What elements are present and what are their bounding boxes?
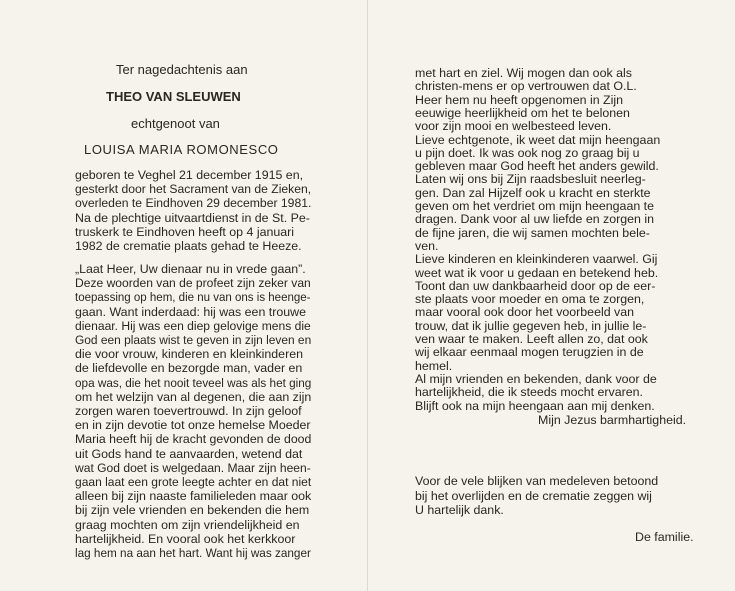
closing-prayer: Mijn Jezus barmhartigheid. (538, 413, 687, 427)
text-line: christen-mens er op vertrouwen dat O.L. (415, 79, 637, 94)
text-line: U hartelijk dank. (415, 503, 504, 517)
deceased-name: THEO VAN SLEUWEN (106, 89, 241, 104)
family-signature: De familie. (635, 530, 694, 544)
text-line: voor zijn mooi en welbesteed leven. (415, 119, 612, 134)
text-line: Voor de vele blijken van medeleven betoond (415, 474, 659, 488)
text-line: wat God doet is welgedaan. Maar zijn heen- (75, 460, 311, 475)
text-line: geboren te Veghel 21 december 1915 en, (75, 168, 304, 182)
text-line: truskerk te Eindhoven heeft op 4 januari (75, 224, 295, 239)
text-line: eeuwige heerlijkheid om het te belonen (415, 105, 630, 120)
text-line: bij het overlijden en de crematie zeggen wij (415, 488, 652, 503)
text-line: bij zijn vele vrienden en bekenden die hem (75, 503, 310, 518)
text-line: trouw, dat ik jullie gegeven heb, in jullie le- (415, 318, 647, 333)
text-line: gesterkt door het Sacrament van de Zieken, (75, 182, 312, 197)
text-line: alleen bij zijn naaste familieleden maar ook (75, 489, 312, 504)
text-line: hartelijkheid. En vooral ook het kerkkoor (75, 531, 296, 546)
text-line: Deze woorden van de profeet zijn zeker van (75, 276, 311, 291)
text-line: die voor vrouw, kinderen en kleinkinderen (75, 347, 303, 362)
text-line: de fijne jaren, die wij samen mochten bele- (415, 225, 650, 240)
dedication-heading: Ter nagedachtenis aan (116, 62, 248, 77)
text-line: zorgen waren toevertrouwd. In zijn geloof (75, 404, 302, 418)
text-line: u pijn doet. Ik was ook nog zo graag bij u (415, 145, 640, 160)
text-line: om het welzijn van al degenen, die aan zijn (75, 389, 312, 404)
text-line: uit Gods hand te aanvaarden, wetend dat (75, 446, 303, 461)
text-line: ven waar te maken. Leeft allen zo, dat ook (415, 332, 648, 346)
text-line: opa was, die het nooit teveel was als het ging (75, 375, 312, 390)
text-line: hartelijkheid, die ik steeds mocht ervaren. (415, 385, 643, 400)
text-line: God een plaats wist te geven in zijn leven en (75, 333, 312, 347)
text-line: lag hem na aan het hart. Want hij was zanger (75, 546, 311, 560)
text-line: ven. (415, 238, 439, 253)
text-line: dienaar. Hij was een diep gelovige mens die (75, 318, 311, 333)
text-line: en in zijn devotie tot onze hemelse Moeder (75, 418, 311, 433)
text-line: de liefdevolle en bezorgde man, vader en (75, 361, 303, 376)
text-line: 1982 de crematie plaats gehad te Heeze. (75, 239, 302, 253)
spouse-name: LOUISA MARIA ROMONESCO (84, 142, 279, 157)
text-line: Lieve kinderen en kleinkinderen vaarwel. Gij (415, 252, 658, 267)
text-line: „Laat Heer, Uw dienaar nu in vrede gaan”. (75, 262, 306, 276)
text-line: weet wat ik voor u gedaan en betekend heb. (415, 265, 659, 280)
text-line: Al mijn vrienden en bekenden, dank voor de (415, 371, 657, 386)
card-fold (367, 0, 368, 591)
text-line: Lieve echtgenote, ik weet dat mijn heengaan (415, 132, 661, 147)
text-line: overleden te Eindhoven 29 december 1981. (75, 196, 312, 211)
text-line: gaan laat een grote leegte achter en dat niet (75, 475, 312, 489)
text-line: Laten wij ons bij Zijn raadsbesluit neerleg- (415, 172, 646, 187)
text-line: gaan. Want inderdaad: hij was een trouwe (75, 304, 306, 319)
text-line: Blijft ook na mijn heengaan aan mij denken. (415, 398, 655, 413)
text-line: gebleven maar God heeft het anders gewild. (415, 159, 659, 174)
text-line: hemel. (415, 358, 453, 373)
text-line: geven om het verdriet om mijn heengaan te (415, 199, 655, 213)
text-line: Toont dan uw dankbaarheid door op de eer- (415, 278, 656, 293)
text-line: gen. Dan zal Hijzelf ook u kracht en sterkte (415, 185, 651, 200)
text-line: wij elkaar eenmaal mogen terugzien in de (415, 345, 644, 360)
text-line: dragen. Dank voor al uw liefde en zorgen in (415, 212, 655, 227)
text-line: ste plaats voor moeder en oma te zorgen, (415, 292, 645, 307)
text-line: toepassing op hem, die nu van ons is heenge- (75, 290, 311, 305)
text-line: graag mochten om zijn vriendelijkheid en (75, 517, 300, 532)
text-line: Na de plechtige uitvaartdienst in de St. Pe- (75, 210, 310, 225)
text-line: Maria heeft hij de kracht gevonden de dood (75, 432, 312, 447)
text-line: maar vooral ook door het voorbeeld van (415, 305, 635, 320)
spouse-heading: echtgenoot van (131, 116, 220, 131)
text-line: met hart en ziel. Wij mogen dan ook als (415, 66, 632, 80)
text-line: Heer hem nu heeft opgenomen in Zijn (415, 92, 624, 107)
